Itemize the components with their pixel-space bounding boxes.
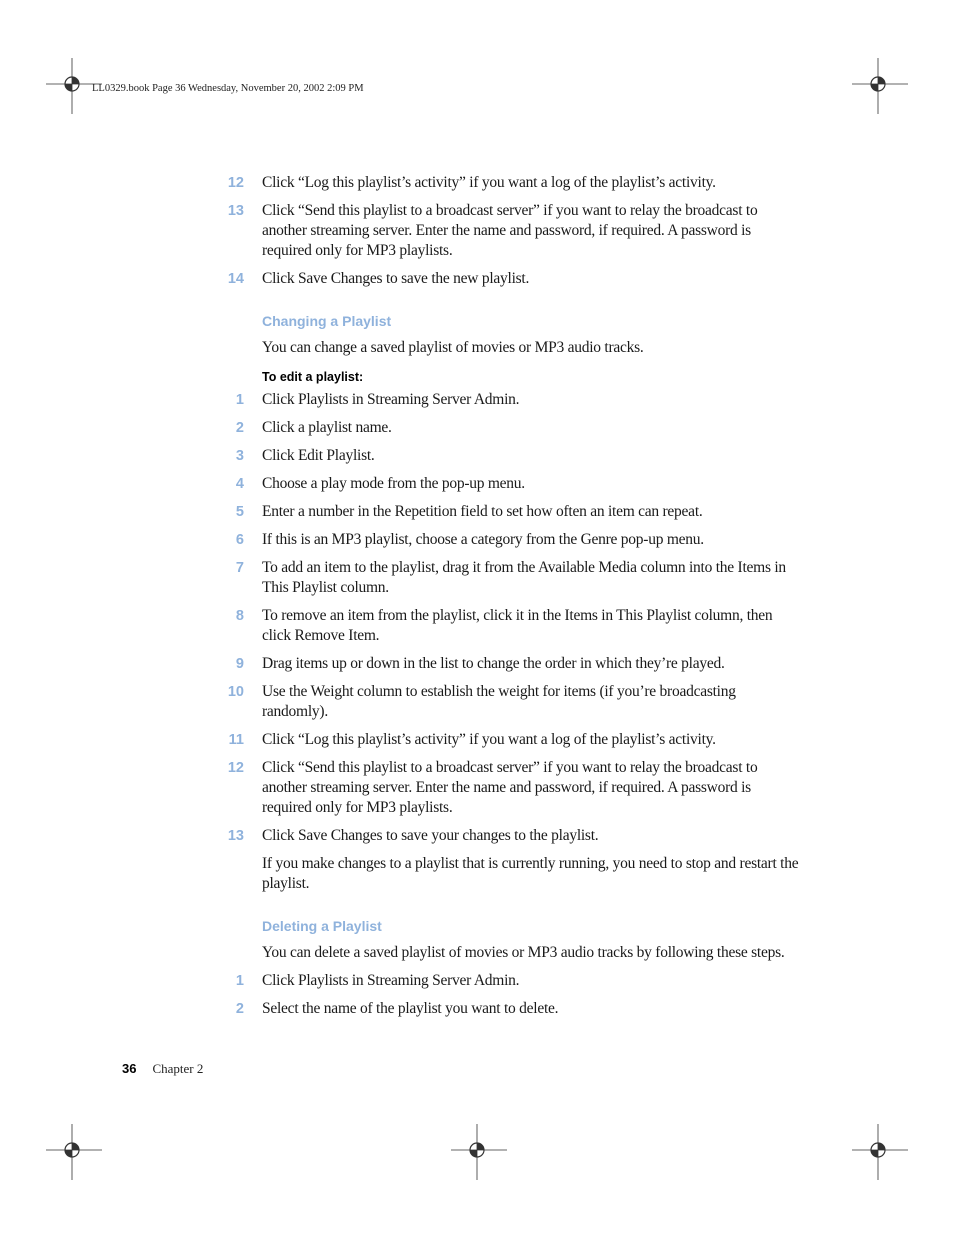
- print-file-info: LL0329.book Page 36 Wednesday, November 20, 2002 2:09 PM: [92, 83, 364, 94]
- registration-mark-icon: [46, 1124, 102, 1180]
- list-item: [222, 446, 802, 466]
- step-text: Click Save Changes to save your changes to the playlist.: [262, 827, 599, 844]
- registration-mark-icon: [852, 1124, 908, 1180]
- step-text: Click Save Changes to save the new playlist.: [262, 270, 530, 287]
- step-number: 14: [227, 271, 244, 287]
- step-number: 7: [235, 560, 244, 576]
- list-item: [222, 606, 802, 646]
- list-item: [222, 201, 802, 261]
- list-item: [222, 654, 802, 674]
- list-item: [222, 530, 802, 550]
- section-heading-deleting: Deleting a Playlist: [262, 918, 382, 934]
- step-number: 11: [228, 732, 244, 748]
- step-number: 4: [235, 476, 244, 492]
- list-item: [222, 173, 802, 193]
- step-text: Click Edit Playlist.: [262, 447, 375, 464]
- step-text: If this is an MP3 playlist, choose a category from the Genre pop-up menu.: [262, 531, 704, 548]
- step-text: To add an item to the playlist, drag it from the Available Media column into the Items in This Playlist column.: [262, 559, 786, 596]
- step-number: 12: [227, 175, 244, 191]
- registration-mark-icon: [852, 58, 908, 114]
- step-number: 12: [227, 760, 244, 776]
- list-item: [222, 758, 802, 818]
- step-number: 2: [235, 420, 244, 436]
- list-item: [222, 418, 802, 438]
- step-number: 9: [235, 656, 244, 672]
- note-paragraph: If you make changes to a playlist that is currently running, you need to stop and restart the playlist.: [262, 855, 799, 892]
- page-footer: [122, 1060, 203, 1078]
- section-intro: You can delete a saved playlist of movies or MP3 audio tracks by following these steps.: [262, 944, 785, 961]
- page-content: [222, 173, 802, 1027]
- step-text: Drag items up or down in the list to change the order in which they’re played.: [262, 655, 725, 672]
- section-heading-changing: Changing a Playlist: [262, 313, 392, 329]
- list-item: [222, 971, 802, 991]
- list-item: [222, 999, 802, 1019]
- step-number: 1: [235, 392, 244, 408]
- step-text: Click a playlist name.: [262, 419, 392, 436]
- page-number: 36: [122, 1061, 137, 1076]
- step-text: Click “Send this playlist to a broadcast server” if you want to relay the broadcast to another streaming server. Enter the name and password, if required. A password is required only for MP3 playlists.: [262, 759, 758, 816]
- list-item: [222, 826, 802, 846]
- step-text: Enter a number in the Repetition field to set how often an item can repeat.: [262, 503, 703, 520]
- step-text: Click “Log this playlist’s activity” if you want a log of the playlist’s activity.: [262, 731, 716, 748]
- step-text: To remove an item from the playlist, click it in the Items in This Playlist column, then click Remove Item.: [262, 607, 773, 644]
- step-text: Click Playlists in Streaming Server Admin.: [262, 391, 520, 408]
- step-text: Click “Send this playlist to a broadcast server” if you want to relay the broadcast to another streaming server. Enter the name and password, if required. A password is required only for MP3 playlists.: [262, 202, 758, 259]
- section-intro: You can change a saved playlist of movies or MP3 audio tracks.: [262, 339, 644, 356]
- list-item: [222, 682, 802, 722]
- list-item: [222, 269, 802, 289]
- step-number: 13: [227, 203, 244, 219]
- chapter-label: Chapter 2: [152, 1061, 204, 1076]
- list-item: [222, 730, 802, 750]
- list-item: [222, 502, 802, 522]
- step-number: 13: [227, 828, 244, 844]
- list-item: [222, 558, 802, 598]
- registration-mark-icon: [451, 1124, 507, 1180]
- step-text: Click “Log this playlist’s activity” if you want a log of the playlist’s activity.: [262, 174, 716, 191]
- step-number: 2: [235, 1001, 244, 1017]
- list-item: [222, 474, 802, 494]
- step-number: 6: [235, 532, 244, 548]
- step-text: Use the Weight column to establish the weight for items (if you’re broadcasting randomly).: [262, 683, 736, 720]
- step-text: Click Playlists in Streaming Server Admin.: [262, 972, 520, 989]
- list-item: [222, 390, 802, 410]
- step-number: 3: [235, 448, 244, 464]
- step-number: 1: [235, 973, 244, 989]
- step-number: 8: [235, 608, 244, 624]
- step-number: 10: [227, 684, 244, 700]
- task-heading: To edit a playlist:: [262, 370, 364, 384]
- step-text: Select the name of the playlist you want to delete.: [262, 1000, 559, 1017]
- step-number: 5: [235, 504, 244, 520]
- step-text: Choose a play mode from the pop-up menu.: [262, 475, 525, 492]
